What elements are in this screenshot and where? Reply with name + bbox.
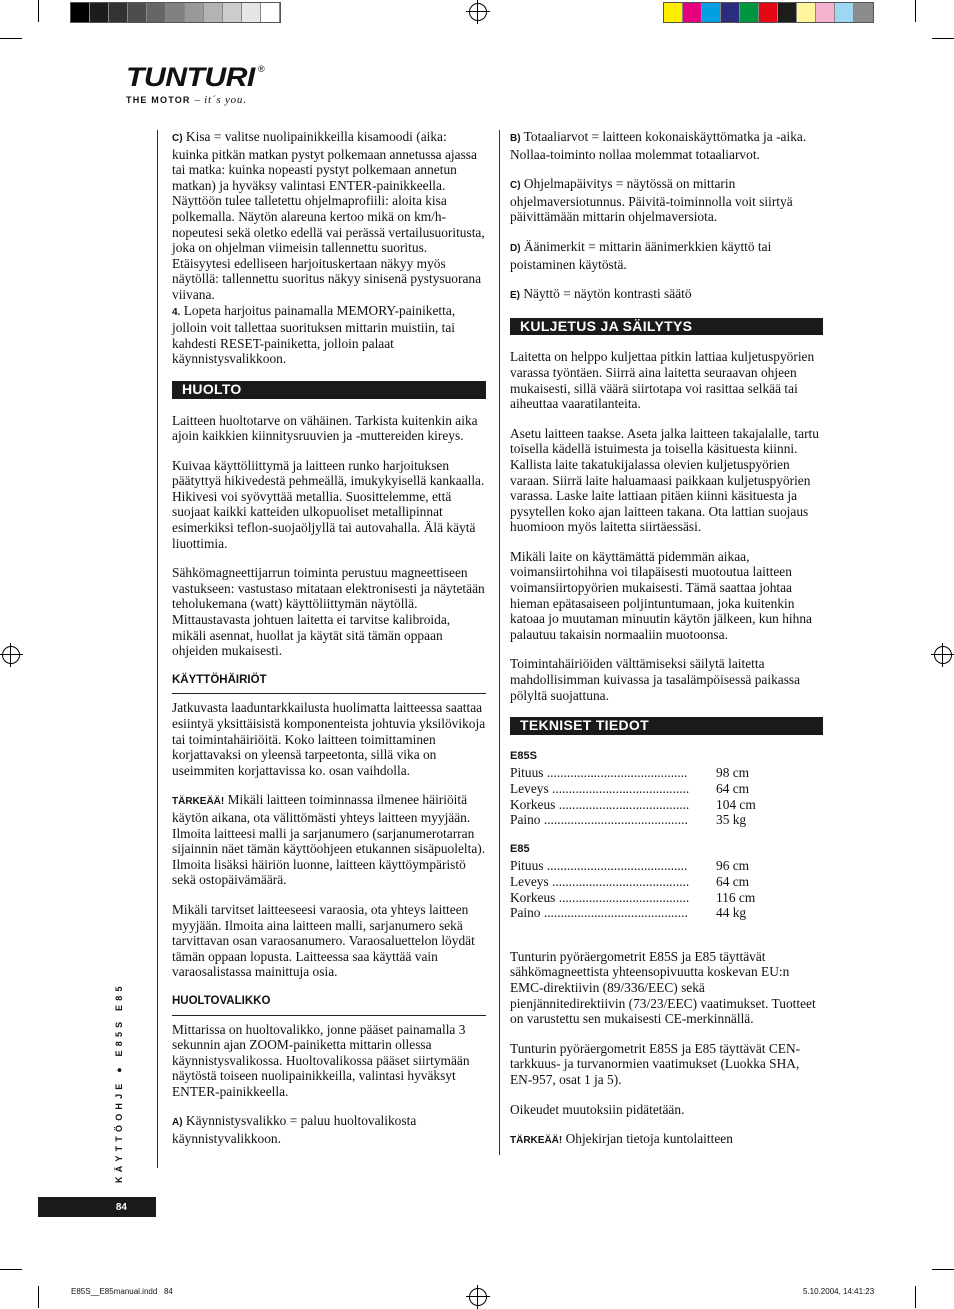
spec-value: 116 cm [716, 889, 756, 905]
crop-mark [38, 1286, 39, 1308]
important-label: TÄRKEÄÄ! [510, 1135, 563, 1147]
spec-model-heading: E85 [510, 842, 530, 855]
paragraph [172, 303, 486, 367]
color-swatch [759, 3, 778, 22]
color-swatch [683, 3, 702, 22]
paragraph: Mikäli tarvitset laitteeseesi varaosia, ota yhteys laitteen myyjään. Ilmoita aina laitteen malli, sarjanumero sekä tarvittavan osan varaosanumero. Varaosaluettelon löydät tämän oppaan lopusta. Laitteessa saa käyttää vain varaosalistassa mainittuja osia. [172, 901, 475, 980]
color-swatch [223, 3, 242, 22]
spec-row [510, 874, 823, 890]
color-swatch [664, 3, 683, 22]
brand-name: TUNTURI [126, 62, 255, 92]
section-heading-huolto: HUOLTO [172, 381, 486, 399]
paragraph-text: Näyttö = näytön kontrasti säätö [523, 286, 692, 302]
paragraph: Kuivaa käyttöliittymä ja laitteen runko harjoituksen päätyttyä hikivedestä pehmeällä, imukykyisellä kankaalla. Hikivesi voi syövyttää metallia. Suosittelemme, että suojaat kaikki katteiden ulkopuoliset metallipinnat esimerkiksi teflon-suojaöljyllä tai autovahalla. Älä käytä liuottimia. [172, 457, 485, 551]
spec-key: Paino ........................................... [510, 812, 688, 828]
color-swatch [835, 3, 854, 22]
paragraph-text: Mikäli laitteen toiminnassa ilmenee häiriöitä käytön aikana, ota välittömästi yhteys laitteen myyjään. Ilmoita laitteesi malli ja sarjanumero (sarjanumerotarran sijainnin näet tämän käyttöohjeen etukannen sisäpuolelta). Ilmoita lisäksi häiriön luonne, laitteen käyttöympäristö sekä ostopäivämäärä. [172, 792, 486, 888]
crop-mark [932, 38, 954, 39]
section-heading-kuljetus: KULJETUS JA SÄILYTYS [510, 318, 823, 336]
color-swatch [109, 3, 128, 22]
tagline-bold: THE MOTOR [126, 95, 191, 105]
left-column [172, 129, 486, 1161]
spec-value: 96 cm [716, 858, 750, 874]
color-swatch [71, 3, 90, 22]
registration-mark-icon [2, 646, 20, 664]
paragraph [172, 792, 486, 888]
paragraph: Tunturin pyöräergometrit E85S ja E85 täyttävät CEN-tarkkuus- ja turvanormien vaatimukset (Luokka SHA, EN-957, osat 1 ja 5). [510, 1040, 801, 1087]
page-number-box [38, 1197, 156, 1217]
paragraph [510, 129, 823, 162]
spec-value: 104 cm [716, 796, 756, 812]
paragraph: Laitetta on helppo kuljettaa pitkin lattiaa kuljetuspyörien varassa työntäen. Siirrä aina laitetta seuraavan ohjeen mukaisesti, sillä väärä siirtotapa voi rasittaa selkää tai aiheuttaa vaaratilanteita. [510, 349, 815, 412]
registered-mark: ® [257, 64, 265, 74]
process-color-bar [663, 2, 874, 23]
column-divider [157, 130, 158, 1168]
spec-row [510, 890, 823, 906]
color-swatch [816, 3, 835, 22]
spec-value: 44 kg [716, 905, 747, 921]
registration-mark-icon [469, 1288, 487, 1306]
paragraph-text: Lopeta harjoitus painamalla MEMORY-painiketta, jolloin voit tallettaa suorituksen mittarin muistiin, tai kahdesti RESET-painiketta, jolloin palaat käynnistysvalikkoon. [172, 302, 456, 367]
page-number: 84 [115, 1201, 127, 1213]
spec-row [510, 812, 823, 828]
spec-row [510, 797, 823, 813]
paragraph: Asetu laitteen taakse. Aseta jalka laitteen takajalalle, tartu toisella kädellä istuimesta ja toisella käsituesta kiinni. Kallista laite takatukijalassa olevien kuljetuspyörien varaan. Siirrä laite haluamaasi paikkaan kuljetuspyörien varassa. Laske laite lattiaan pitäen kiinni käsituesta ja pysytellen koko ajan laitteen takana. Ota lattian suojaus huomioon myös laitetta siirtäessäsi. [510, 425, 819, 535]
color-swatch [261, 3, 280, 22]
spec-row [510, 765, 823, 781]
spec-row [510, 905, 823, 921]
paragraph: Oikeudet muutoksiin pidätetään. [510, 1101, 685, 1117]
item-label: A) [172, 1117, 183, 1129]
crop-mark [0, 38, 22, 39]
spec-row [510, 781, 823, 797]
crop-mark [38, 0, 39, 22]
tagline-italic: it´s you. [204, 94, 247, 106]
spec-key: Leveys ......................................... [510, 873, 690, 889]
item-label: E) [510, 290, 520, 302]
paragraph: Mittarissa on huoltovalikko, jonne pääset painamalla 3 sekunnin ajan ZOOM-painiketta mittarin ollessa käynnistysvalikossa. Huoltovalikossa pääset siirtymään näytöstä toiseen nuolipainikkeilla, valintasi hyväksyt ENTER-painikkeella. [172, 1021, 470, 1099]
paragraph [510, 176, 823, 225]
crop-mark [0, 1269, 22, 1270]
footer-file: E85S__E85manual.indd 84 [71, 1287, 173, 1296]
item-label: C) [172, 133, 183, 144]
color-swatch [242, 3, 261, 22]
item-label: 4. [172, 306, 181, 318]
paragraph: Jatkuvasta laaduntarkkailusta huolimatta laitteessa saattaa esiintyä yksittäisistä komponenteista johtuvia yksilövikoja tai toimintahäiriöitä. Koko laitteen toimittaminen korjattavaksi on yleensä tarpeetonta, sillä vika on useimmiten korjattavissa ko. osan vaihdolla. [172, 700, 486, 778]
spec-key: Pituus .......................................... [510, 765, 688, 781]
paragraph-text: Totaaliarvot = laitteen kokonaiskäyttömatka ja -aika. Nollaa-toiminto nollaa molemmat totaaliarvot. [510, 129, 807, 162]
spec-key: Pituus .......................................... [510, 858, 688, 874]
side-label: KÄYTTÖOHJE ● E85S E85 [114, 982, 124, 1183]
subheading-huoltovalikko: HUOLTOVALIKKO [172, 994, 486, 1016]
tagline-dash: – [194, 94, 201, 106]
color-swatch [90, 3, 109, 22]
spec-value: 98 cm [716, 765, 750, 781]
paragraph-text: Äänimerkit = mittarin äänimerkkien käyttö tai poistaminen käytöstä. [510, 238, 772, 272]
color-swatch [721, 3, 740, 22]
registration-mark-icon [469, 3, 487, 21]
brand-logo [126, 64, 265, 108]
spec-table [510, 749, 823, 921]
important-label: TÄRKEÄÄ! [172, 796, 225, 808]
color-swatch [797, 3, 816, 22]
paragraph: Tunturin pyöräergometrit E85S ja E85 täyttävät sähkömagneettista yhteensopivuutta koskevan EU:n EMC-direktiivin (89/336/EEC) sekä pienjännitedirektiivin (73/23/EEC) vaatimukset. Tuotteet on varustettu sen mukaisesti CE-merkinnällä. [510, 948, 816, 1027]
spec-value: 64 cm [716, 781, 750, 796]
color-swatch [147, 3, 166, 22]
spec-row [510, 858, 823, 874]
item-label: B) [510, 133, 521, 144]
color-swatch [204, 3, 223, 22]
color-swatch [185, 3, 204, 22]
spec-value: 35 kg [716, 812, 747, 828]
spec-model-heading: E85S [510, 749, 537, 762]
paragraph [510, 286, 823, 304]
color-swatch [854, 3, 873, 22]
gray-color-bar [70, 2, 281, 23]
column-divider [499, 130, 500, 1155]
paragraph [510, 239, 823, 272]
color-swatch [778, 3, 797, 22]
spec-key: Korkeus ....................................... [510, 796, 690, 812]
color-swatch [740, 3, 759, 22]
spec-value: 64 cm [716, 873, 750, 889]
spec-key: Paino ........................................... [510, 905, 688, 921]
color-swatch [166, 3, 185, 22]
crop-mark [915, 0, 916, 22]
section-heading-tekniset: TEKNISET TIEDOT [510, 717, 823, 735]
paragraph-text: Ohjekirjan tietoja kuntolaitteen [565, 1131, 733, 1147]
item-label: C) [510, 180, 521, 192]
paragraph-text: Kisa = valitse nuolipainikkeilla kisamoodi (aika: kuinka pitkän matkan pystyt polkemaan annetussa ajassa tai matka: kuinka nopeasti pystyt polkemaan annetun matkan) ja hyväksy valintasi ENTER-painikkeella. Näyttöön tulee talletettu ohjelmaprofiili: aloita kisa polkemalla. Näytön alareuna kertoo mikä on km/h-nopeutesi sekä oletko edellä vai perässä vertailusuoritusta, joka on ohjelman viimeisin tallennettu suoritus. Etäisyytesi edelliseen harjoituskertaan näkyy myös näytöllä: tallennettu suoritus näkyy sinisenä pystysuorana viivana. [172, 129, 485, 302]
item-label: D) [510, 242, 521, 254]
paragraph [510, 1131, 823, 1149]
subheading-kayttohairiot: KÄYTTÖHÄIRIÖT [172, 673, 486, 695]
crop-mark [932, 1269, 954, 1270]
paragraph-text: Käynnistysvalikko = paluu huoltovalikosta käynnistyvalikkoon. [172, 1113, 417, 1147]
paragraph: Toimintahäiriöiden välttämiseksi säilytä laitetta mahdollisimman kuivassa ja tasalämpöisessä paikassa pölyltä suojattuna. [510, 656, 801, 703]
paragraph [172, 129, 486, 303]
paragraph: Laitteen huoltotarve on vähäinen. Tarkista kuitenkin aika ajoin kaikkien kiinnitysruuvien ja -muttereiden kireys. [172, 412, 478, 444]
color-swatch [702, 3, 721, 22]
spec-key: Leveys ......................................... [510, 781, 690, 796]
paragraph: Sähkömagneettijarrun toiminta perustuu magneettiseen vastukseen: vastustaso mitataan elektronisesti ja näytetään teholukemana (watt) käyttöliittymän näytöllä. Mittaustavasta johtuen laitetta ei tarvitse kalibroida, mikäli asennat, huollat ja käytät sitä tämän oppaan ohjeiden mukaisesti. [172, 565, 485, 659]
spec-key: Korkeus ....................................... [510, 889, 690, 905]
registration-mark-icon [934, 646, 952, 664]
paragraph-text: Ohjelmapäivitys = näytössä on mittarin ohjelmaversiotunnus. Päivitä-toiminnolla voit siirtyä päivittämään mittarin ohjelmaversiota. [510, 176, 793, 225]
paragraph: Mikäli laite on käyttämättä pidemmän aikaa, voimansiirtohihna voi tilapäisesti muotoutua laitteen voimansiirtopyörien mukaisesti. Tämä saattaa johtaa hieman epätasaiseen poljintuntumaan, joka kuitenkin katoaa jo muutaman minuutin käytön jälkeen, kun hihna palautuu takaisin normaaliin muotoonsa. [510, 548, 812, 642]
footer-date: 5.10.2004, 14:41:23 [803, 1287, 875, 1296]
crop-mark [915, 1286, 916, 1308]
paragraph [172, 1113, 486, 1146]
right-column [510, 129, 823, 1163]
color-swatch [128, 3, 147, 22]
